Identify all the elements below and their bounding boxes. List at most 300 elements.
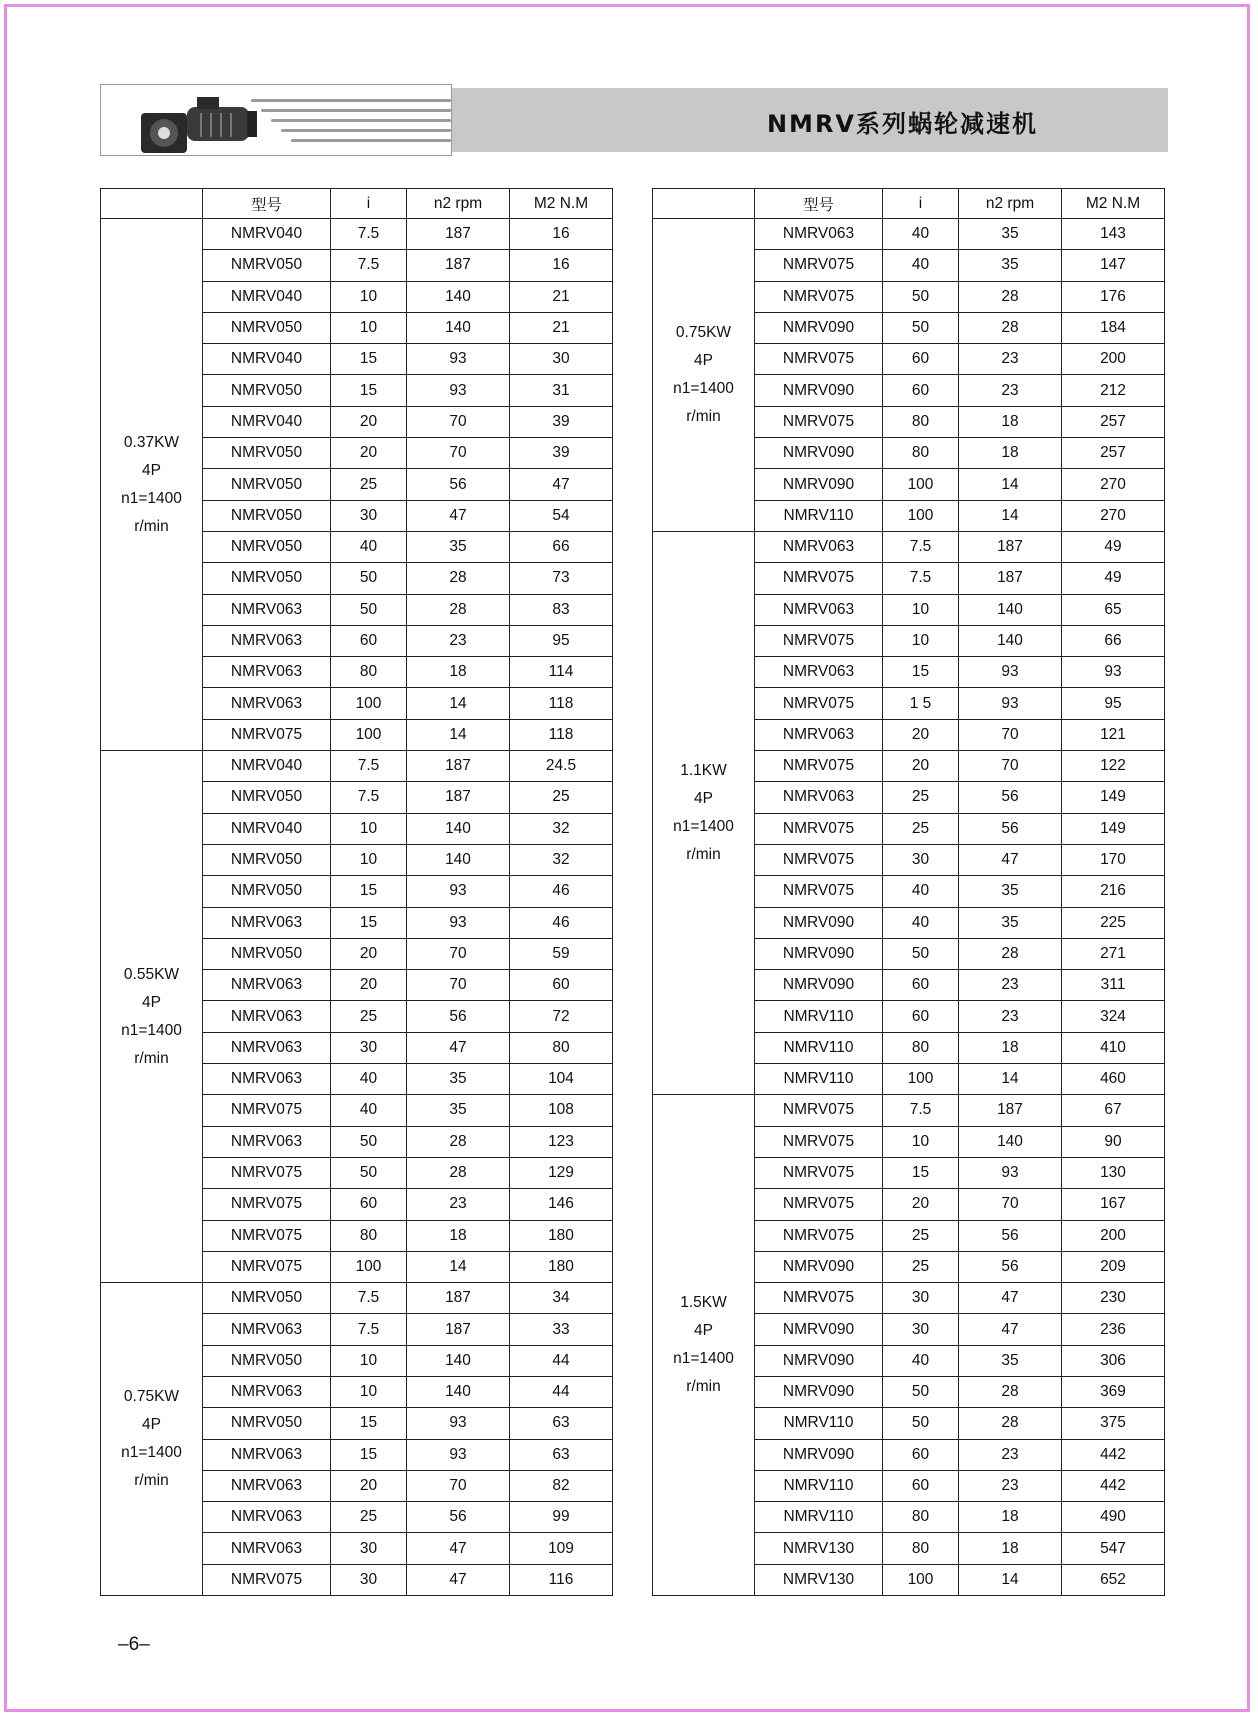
ratio-cell: 100 [883,469,959,500]
header-image-panel [100,84,452,156]
torque-cell: 442 [1062,1470,1165,1501]
torque-cell: 31 [510,375,613,406]
ratio-cell: 60 [883,344,959,375]
table-header-row [653,189,1165,219]
ratio-cell: 10 [331,813,407,844]
torque-cell: 49 [1062,563,1165,594]
model-cell: NMRV063 [203,688,331,719]
ratio-cell: 15 [331,907,407,938]
torque-cell: 118 [510,719,613,750]
model-cell: NMRV075 [755,1220,883,1251]
model-cell: NMRV050 [203,500,331,531]
ratio-cell: 20 [331,970,407,1001]
ratio-cell: 40 [883,876,959,907]
output-speed-cell: 18 [959,406,1062,437]
ratio-cell: 25 [331,1001,407,1032]
ratio-cell: 50 [883,938,959,969]
output-speed-cell: 140 [407,281,510,312]
output-speed-cell: 56 [959,782,1062,813]
model-cell: NMRV075 [755,406,883,437]
ratio-cell: 80 [883,406,959,437]
motor-spec-line: n1=1400 [673,379,734,397]
model-cell: NMRV050 [203,531,331,562]
model-cell: NMRV063 [203,657,331,688]
output-speed-cell: 28 [407,563,510,594]
output-speed-cell: 35 [959,907,1062,938]
ratio-cell: 25 [883,782,959,813]
torque-cell: 90 [1062,1126,1165,1157]
ratio-cell: 1 5 [883,688,959,719]
output-speed-cell: 140 [959,625,1062,656]
ratio-cell: 7.5 [331,751,407,782]
torque-cell: 123 [510,1126,613,1157]
ratio-cell: 30 [883,1314,959,1345]
output-speed-cell: 14 [959,1564,1062,1595]
table-row [101,751,613,782]
output-speed-cell: 70 [407,406,510,437]
model-cell: NMRV063 [755,719,883,750]
torque-cell: 490 [1062,1502,1165,1533]
ratio-cell: 40 [883,1345,959,1376]
ratio-cell: 25 [331,1502,407,1533]
model-cell: NMRV075 [203,1157,331,1188]
torque-cell: 176 [1062,281,1165,312]
torque-cell: 257 [1062,406,1165,437]
torque-cell: 230 [1062,1283,1165,1314]
torque-cell: 442 [1062,1439,1165,1470]
model-cell: NMRV050 [203,876,331,907]
output-speed-cell: 28 [407,594,510,625]
ratio-cell: 10 [331,844,407,875]
torque-cell: 95 [1062,688,1165,719]
motor-spec-line: 4P [142,461,161,479]
output-speed-cell: 93 [407,1408,510,1439]
model-cell: NMRV063 [203,1376,331,1407]
output-speed-cell: 70 [959,1189,1062,1220]
ratio-cell: 50 [331,563,407,594]
spec-table-right [652,188,1165,1596]
model-cell: NMRV075 [755,1095,883,1126]
ratio-cell: 20 [883,1189,959,1220]
torque-cell: 109 [510,1533,613,1564]
torque-cell: 44 [510,1376,613,1407]
torque-cell: 104 [510,1064,613,1095]
motor-spec-line: r/min [134,1472,169,1490]
model-cell: NMRV063 [203,1001,331,1032]
torque-cell: 121 [1062,719,1165,750]
torque-cell: 200 [1062,1220,1165,1251]
output-speed-cell: 23 [407,1189,510,1220]
output-speed-cell: 35 [959,1345,1062,1376]
torque-cell: 180 [510,1220,613,1251]
model-cell: NMRV050 [203,312,331,343]
model-cell: NMRV090 [755,375,883,406]
torque-cell: 34 [510,1283,613,1314]
page-header [100,82,1168,154]
torque-cell: 130 [1062,1157,1165,1188]
ratio-cell: 80 [883,438,959,469]
torque-cell: 49 [1062,531,1165,562]
ratio-cell: 80 [331,657,407,688]
model-cell: NMRV090 [755,938,883,969]
output-speed-cell: 140 [407,813,510,844]
torque-cell: 375 [1062,1408,1165,1439]
torque-cell: 270 [1062,500,1165,531]
output-speed-cell: 18 [959,1533,1062,1564]
ratio-cell: 10 [331,1376,407,1407]
model-cell: NMRV075 [755,250,883,281]
column-header: M2 N.M [1062,189,1165,219]
torque-cell: 184 [1062,312,1165,343]
output-speed-cell: 70 [407,970,510,1001]
motor-spec-line: n1=1400 [673,818,734,836]
ratio-cell: 10 [883,594,959,625]
model-cell: NMRV090 [755,1251,883,1282]
ratio-cell: 15 [331,1439,407,1470]
output-speed-cell: 140 [407,1345,510,1376]
column-header: n2 rpm [407,189,510,219]
torque-cell: 83 [510,594,613,625]
ratio-cell: 7.5 [331,1314,407,1345]
torque-cell: 209 [1062,1251,1165,1282]
torque-cell: 80 [510,1032,613,1063]
motor-spec-line: r/min [134,517,169,535]
ratio-cell: 40 [883,907,959,938]
torque-cell: 129 [510,1157,613,1188]
model-cell: NMRV050 [203,938,331,969]
model-cell: NMRV075 [203,1220,331,1251]
output-speed-cell: 18 [407,657,510,688]
torque-cell: 180 [510,1251,613,1282]
ratio-cell: 60 [883,375,959,406]
model-cell: NMRV090 [755,907,883,938]
motor-spec-line: r/min [134,1049,169,1067]
column-header: 型号 [755,189,883,219]
ratio-cell: 10 [331,1345,407,1376]
torque-cell: 410 [1062,1032,1165,1063]
output-speed-cell: 14 [959,1064,1062,1095]
ratio-cell: 60 [883,1470,959,1501]
ratio-cell: 100 [331,719,407,750]
model-cell: NMRV090 [755,970,883,1001]
ratio-cell: 10 [331,281,407,312]
model-cell: NMRV040 [203,751,331,782]
ratio-cell: 20 [331,938,407,969]
torque-cell: 460 [1062,1064,1165,1095]
model-cell: NMRV063 [203,970,331,1001]
model-cell: NMRV063 [203,1314,331,1345]
output-speed-cell: 18 [959,438,1062,469]
model-cell: NMRV063 [203,907,331,938]
model-cell: NMRV063 [203,1439,331,1470]
output-speed-cell: 28 [959,312,1062,343]
output-speed-cell: 23 [407,625,510,656]
output-speed-cell: 47 [407,1032,510,1063]
model-cell: NMRV075 [203,719,331,750]
model-cell: NMRV110 [755,1470,883,1501]
output-speed-cell: 70 [959,719,1062,750]
output-speed-cell: 56 [959,813,1062,844]
model-cell: NMRV040 [203,406,331,437]
motor-spec-line: 0.75KW [123,1388,180,1406]
output-speed-cell: 18 [959,1032,1062,1063]
model-cell: NMRV050 [203,782,331,813]
output-speed-cell: 23 [959,1439,1062,1470]
ratio-cell: 30 [331,1564,407,1595]
motor-spec-cell [101,219,203,751]
ratio-cell: 60 [883,970,959,1001]
ratio-cell: 80 [883,1032,959,1063]
motor-spec-line: 4P [694,351,713,369]
motor-spec-cell [653,1095,755,1596]
ratio-cell: 7.5 [331,250,407,281]
ratio-cell: 50 [883,312,959,343]
ratio-cell: 100 [883,1564,959,1595]
model-cell: NMRV040 [203,813,331,844]
output-speed-cell: 93 [407,344,510,375]
ratio-cell: 30 [331,1032,407,1063]
table-row [653,1095,1165,1126]
model-cell: NMRV075 [755,563,883,594]
model-cell: NMRV075 [203,1095,331,1126]
table-row [653,219,1165,250]
ratio-cell: 50 [331,1126,407,1157]
page-title: NMRV系列蜗轮减速机 [766,110,1038,138]
output-speed-cell: 56 [407,469,510,500]
motor-spec-line: 0.55KW [123,965,180,983]
model-cell: NMRV090 [755,469,883,500]
model-cell: NMRV110 [755,1408,883,1439]
torque-cell: 95 [510,625,613,656]
ratio-cell: 7.5 [883,563,959,594]
output-speed-cell: 187 [407,1283,510,1314]
ratio-cell: 40 [883,219,959,250]
torque-cell: 200 [1062,344,1165,375]
torque-cell: 66 [510,531,613,562]
model-cell: NMRV075 [755,751,883,782]
output-speed-cell: 18 [959,1502,1062,1533]
torque-cell: 67 [1062,1095,1165,1126]
motor-spec-cell [653,531,755,1094]
model-cell: NMRV075 [755,625,883,656]
page-number: –6– [118,1634,150,1655]
model-cell: NMRV090 [755,1345,883,1376]
output-speed-cell: 187 [407,219,510,250]
model-cell: NMRV075 [755,1126,883,1157]
torque-cell: 270 [1062,469,1165,500]
column-header: i [331,189,407,219]
output-speed-cell: 35 [407,1095,510,1126]
output-speed-cell: 23 [959,375,1062,406]
motor-spec-cell [653,219,755,532]
model-cell: NMRV050 [203,1345,331,1376]
gear-motor-icon [139,91,269,155]
ratio-cell: 7.5 [331,1283,407,1314]
output-speed-cell: 140 [407,844,510,875]
torque-cell: 118 [510,688,613,719]
output-speed-cell: 70 [959,751,1062,782]
output-speed-cell: 47 [959,1314,1062,1345]
model-cell: NMRV050 [203,438,331,469]
output-speed-cell: 18 [407,1220,510,1251]
torque-cell: 147 [1062,250,1165,281]
ratio-cell: 40 [883,250,959,281]
model-cell: NMRV090 [755,1376,883,1407]
ratio-cell: 15 [331,375,407,406]
torque-cell: 271 [1062,938,1165,969]
ratio-cell: 50 [883,1408,959,1439]
ratio-cell: 20 [883,719,959,750]
model-cell: NMRV050 [203,250,331,281]
output-speed-cell: 93 [959,657,1062,688]
output-speed-cell: 28 [407,1126,510,1157]
output-speed-cell: 187 [959,531,1062,562]
output-speed-cell: 28 [959,1376,1062,1407]
model-cell: NMRV040 [203,281,331,312]
model-cell: NMRV063 [203,625,331,656]
motor-spec-line: r/min [686,407,721,425]
model-cell: NMRV130 [755,1564,883,1595]
model-cell: NMRV075 [755,844,883,875]
ratio-cell: 25 [883,813,959,844]
model-cell: NMRV063 [203,594,331,625]
torque-cell: 46 [510,876,613,907]
output-speed-cell: 47 [407,500,510,531]
motor-spec-line: 4P [142,993,161,1011]
torque-cell: 16 [510,250,613,281]
torque-cell: 59 [510,938,613,969]
ratio-cell: 100 [883,1064,959,1095]
torque-cell: 149 [1062,813,1165,844]
torque-cell: 114 [510,657,613,688]
ratio-cell: 25 [331,469,407,500]
model-cell: NMRV090 [755,1314,883,1345]
torque-cell: 46 [510,907,613,938]
ratio-cell: 40 [331,531,407,562]
output-speed-cell: 70 [407,938,510,969]
model-cell: NMRV050 [203,844,331,875]
model-cell: NMRV063 [755,782,883,813]
output-speed-cell: 93 [407,907,510,938]
output-speed-cell: 56 [407,1502,510,1533]
ratio-cell: 7.5 [331,219,407,250]
torque-cell: 547 [1062,1533,1165,1564]
torque-cell: 143 [1062,219,1165,250]
torque-cell: 39 [510,406,613,437]
spec-table-left [100,188,613,1596]
ratio-cell: 100 [331,688,407,719]
output-speed-cell: 93 [959,1157,1062,1188]
ratio-cell: 20 [883,751,959,782]
motor-spec-cell [101,1283,203,1596]
output-speed-cell: 56 [959,1251,1062,1282]
torque-cell: 30 [510,344,613,375]
model-cell: NMRV110 [755,1032,883,1063]
ratio-cell: 25 [883,1251,959,1282]
torque-cell: 257 [1062,438,1165,469]
output-speed-cell: 35 [959,876,1062,907]
torque-cell: 73 [510,563,613,594]
model-cell: NMRV063 [203,1064,331,1095]
ratio-cell: 50 [883,1376,959,1407]
model-cell: NMRV063 [203,1533,331,1564]
motor-spec-line: n1=1400 [121,1021,182,1039]
output-speed-cell: 28 [959,281,1062,312]
output-speed-cell: 187 [959,563,1062,594]
model-cell: NMRV040 [203,219,331,250]
output-speed-cell: 93 [407,375,510,406]
model-cell: NMRV063 [755,219,883,250]
ratio-cell: 20 [331,438,407,469]
ratio-cell: 60 [331,1189,407,1220]
torque-cell: 93 [1062,657,1165,688]
table-row [653,531,1165,562]
column-header: 型号 [203,189,331,219]
output-speed-cell: 93 [407,1439,510,1470]
motor-spec-line: 4P [694,1322,713,1340]
torque-cell: 21 [510,312,613,343]
torque-cell: 99 [510,1502,613,1533]
output-speed-cell: 187 [959,1095,1062,1126]
output-speed-cell: 140 [407,1376,510,1407]
torque-cell: 21 [510,281,613,312]
ratio-cell: 30 [883,844,959,875]
motor-spec-line: 4P [142,1416,161,1434]
output-speed-cell: 140 [407,312,510,343]
output-speed-cell: 93 [959,688,1062,719]
output-speed-cell: 47 [959,1283,1062,1314]
ratio-cell: 50 [883,281,959,312]
model-cell: NMRV063 [755,531,883,562]
ratio-cell: 7.5 [883,531,959,562]
motor-spec-line: 1.1KW [680,762,727,780]
output-speed-cell: 187 [407,250,510,281]
table-row [101,219,613,250]
torque-cell: 236 [1062,1314,1165,1345]
torque-cell: 216 [1062,876,1165,907]
model-cell: NMRV090 [755,438,883,469]
output-speed-cell: 140 [959,1126,1062,1157]
table-row [101,1283,613,1314]
model-cell: NMRV063 [203,1470,331,1501]
motor-spec-line: 4P [694,790,713,808]
model-cell: NMRV075 [755,344,883,375]
output-speed-cell: 23 [959,344,1062,375]
output-speed-cell: 47 [959,844,1062,875]
model-cell: NMRV075 [755,813,883,844]
model-cell: NMRV050 [203,469,331,500]
torque-cell: 108 [510,1095,613,1126]
model-cell: NMRV075 [203,1564,331,1595]
model-cell: NMRV063 [203,1032,331,1063]
output-speed-cell: 140 [959,594,1062,625]
ratio-cell: 15 [883,657,959,688]
output-speed-cell: 28 [959,938,1062,969]
ratio-cell: 15 [331,344,407,375]
model-cell: NMRV110 [755,1064,883,1095]
ratio-cell: 100 [331,1251,407,1282]
torque-cell: 25 [510,782,613,813]
model-cell: NMRV063 [755,594,883,625]
column-header: i [883,189,959,219]
output-speed-cell: 187 [407,751,510,782]
torque-cell: 33 [510,1314,613,1345]
column-header: n2 rpm [959,189,1062,219]
ratio-cell: 60 [331,625,407,656]
model-cell: NMRV090 [755,1439,883,1470]
model-cell: NMRV075 [203,1251,331,1282]
output-speed-cell: 56 [407,1001,510,1032]
